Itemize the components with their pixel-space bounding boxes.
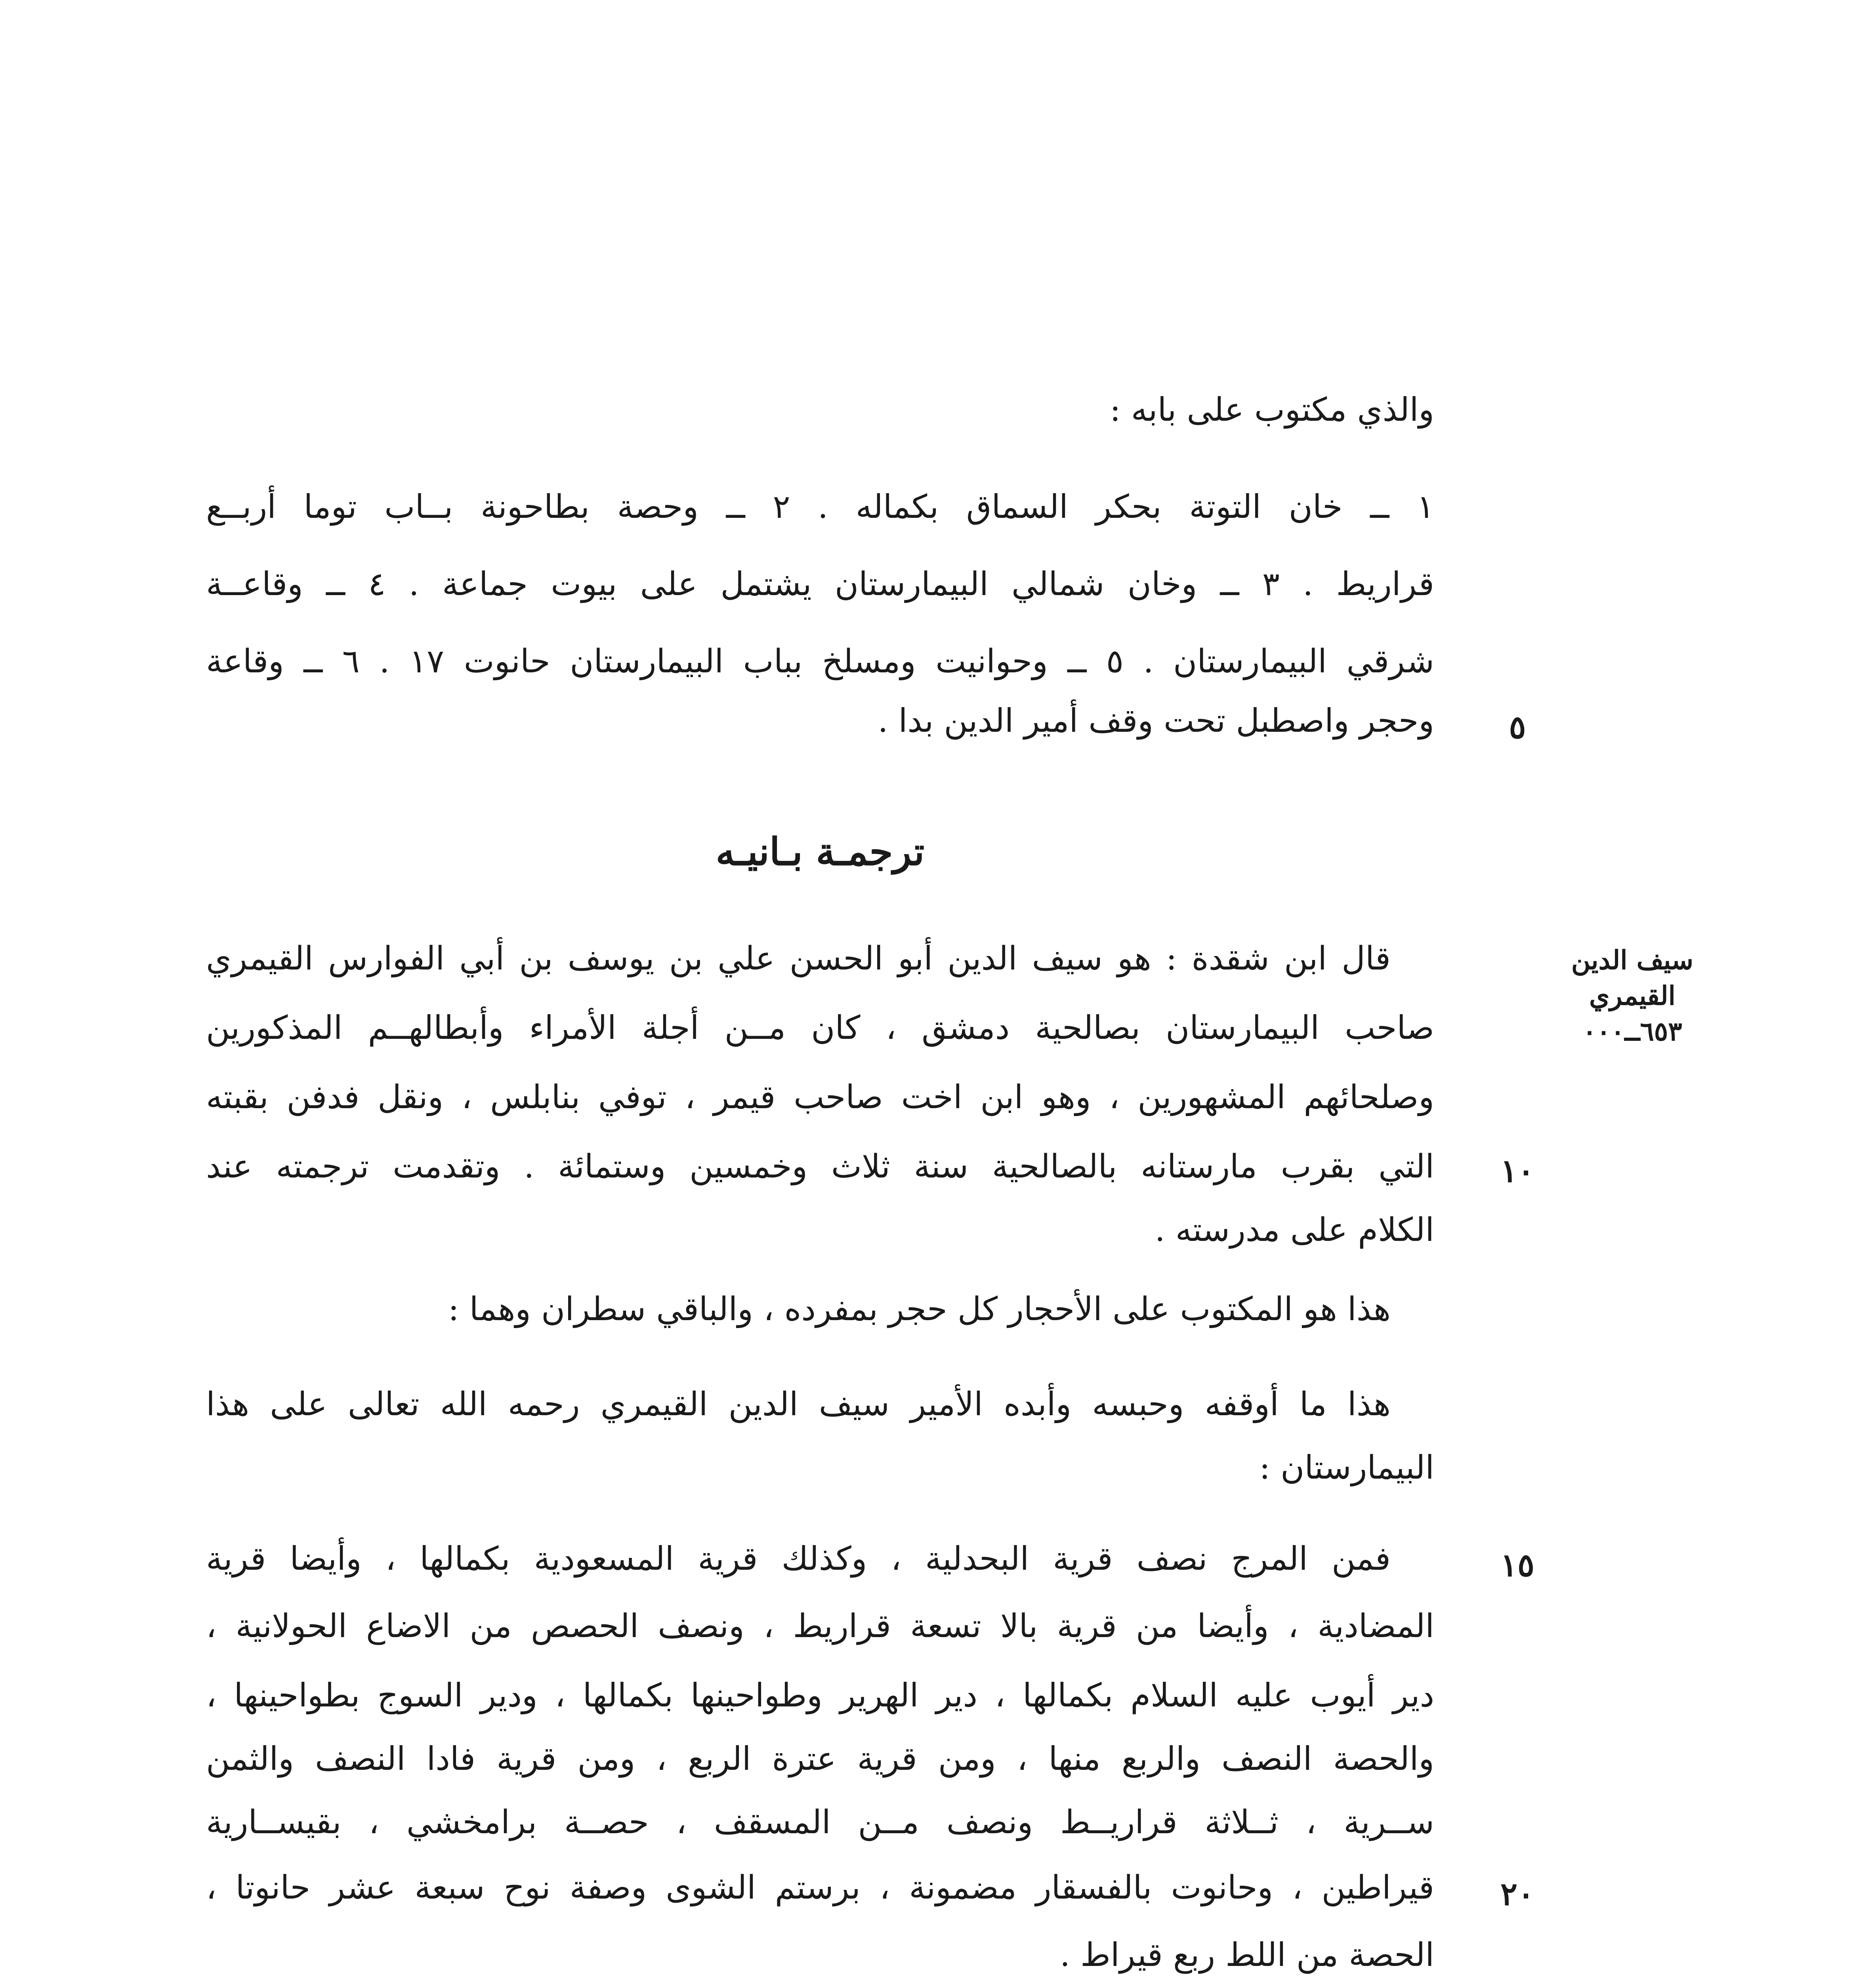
line-number-20: ٢٠ <box>1500 1875 1534 1912</box>
properties-line-2: المضادية ، وأيضا من قرية بالا تسعة قراريط ، ونصف الحصص من الاضاع الحولانية ، <box>206 1607 1434 1645</box>
properties-line-5: ســرية ، ثــلاثة قراريــط ونصف مــن المسقف ، حصــة برامخشي ، بقيســارية <box>206 1804 1434 1841</box>
inscription-line-1: ١ ــ خان التوتة بحكر السماق بكماله . ٢ ــ وحصة بطاحونة بــاب توما أربــع <box>206 488 1434 526</box>
intro-line: والذي مكتوب على بابه : <box>1110 391 1434 429</box>
margin-note-date: ٦٥٣ــ٠٠٠ <box>1582 1016 1682 1047</box>
biography-line-3: وصلحائهم المشهورين ، وهو ابن اخت صاحب قيمر ، توفي بنابلس ، ونقل فدفن بقبته <box>206 1078 1434 1116</box>
properties-line-6: قيراطين ، وحانوت بالفسقار مضمونة ، برستم الشوى وصفة نوح سبعة عشر حانوتا ، <box>206 1869 1434 1907</box>
biography-line-2: صاحب البيمارستان بصالحية دمشق ، كان مــن أجلة الأمراء وأبطالهــم المذكورين <box>206 1009 1434 1047</box>
margin-note-nisba: القيمري <box>1589 980 1676 1011</box>
margin-note-name: سيف الدين <box>1571 945 1694 975</box>
waqf-line-2: البيمارستان : <box>1259 1449 1434 1487</box>
stones-line: هذا هو المكتوب على الأحجار كل حجر بمفرده ، والباقي سطران وهما : <box>448 1290 1391 1328</box>
biography-line-1: قال ابن شقدة : هو سيف الدين أبو الحسن علي بن يوسف بن أبي الفوارس القيمري <box>206 940 1391 977</box>
properties-line-1: فمن المرج نصف قرية البحدلية ، وكذلك قرية المسعودية بكمالها ، وأيضا قرية <box>206 1540 1391 1578</box>
section-heading-builder: ترجمـة بـانيـه <box>716 829 925 874</box>
properties-line-7: الحصة من اللط ربع قيراط . <box>1059 1936 1434 1974</box>
inscription-line-3: شرقي البيمارستان . ٥ ــ وحوانيت ومسلخ بباب البيمارستان حانوت ١٧ . ٦ ــ وقاعة <box>206 643 1434 680</box>
waqf-line-1: هذا ما أوقفه وحبسه وأبده الأمير سيف الدين القيمري رحمه الله تعالى على هذا <box>206 1386 1391 1423</box>
line-number-10: ١٠ <box>1500 1152 1534 1189</box>
inscription-line-2: قراريط . ٣ ــ وخان شمالي البيمارستان يشتمل على بيوت جماعة . ٤ ــ وقاعــة <box>206 565 1434 603</box>
line-number-5: ٥ <box>1509 708 1526 746</box>
properties-line-4: والحصة النصف والربع منها ، ومن قرية عترة الربع ، ومن قرية فادا النصف والثمن <box>206 1740 1434 1778</box>
line-number-15: ١٥ <box>1500 1546 1534 1584</box>
inscription-line-4: وحجر واصطبل تحت وقف أمير الدين بدا . <box>878 702 1434 740</box>
biography-line-4: التي بقرب مارستانه بالصالحية سنة ثلاث وخمسين وستمائة . وتقدمت ترجمته عند <box>206 1148 1434 1185</box>
properties-line-3: دير أيوب عليه السلام بكمالها ، دير الهرير وطواحينها بكمالها ، ودير السوج بطواحينها ، <box>206 1677 1434 1714</box>
biography-line-5: الكلام على مدرسته . <box>1155 1211 1434 1249</box>
